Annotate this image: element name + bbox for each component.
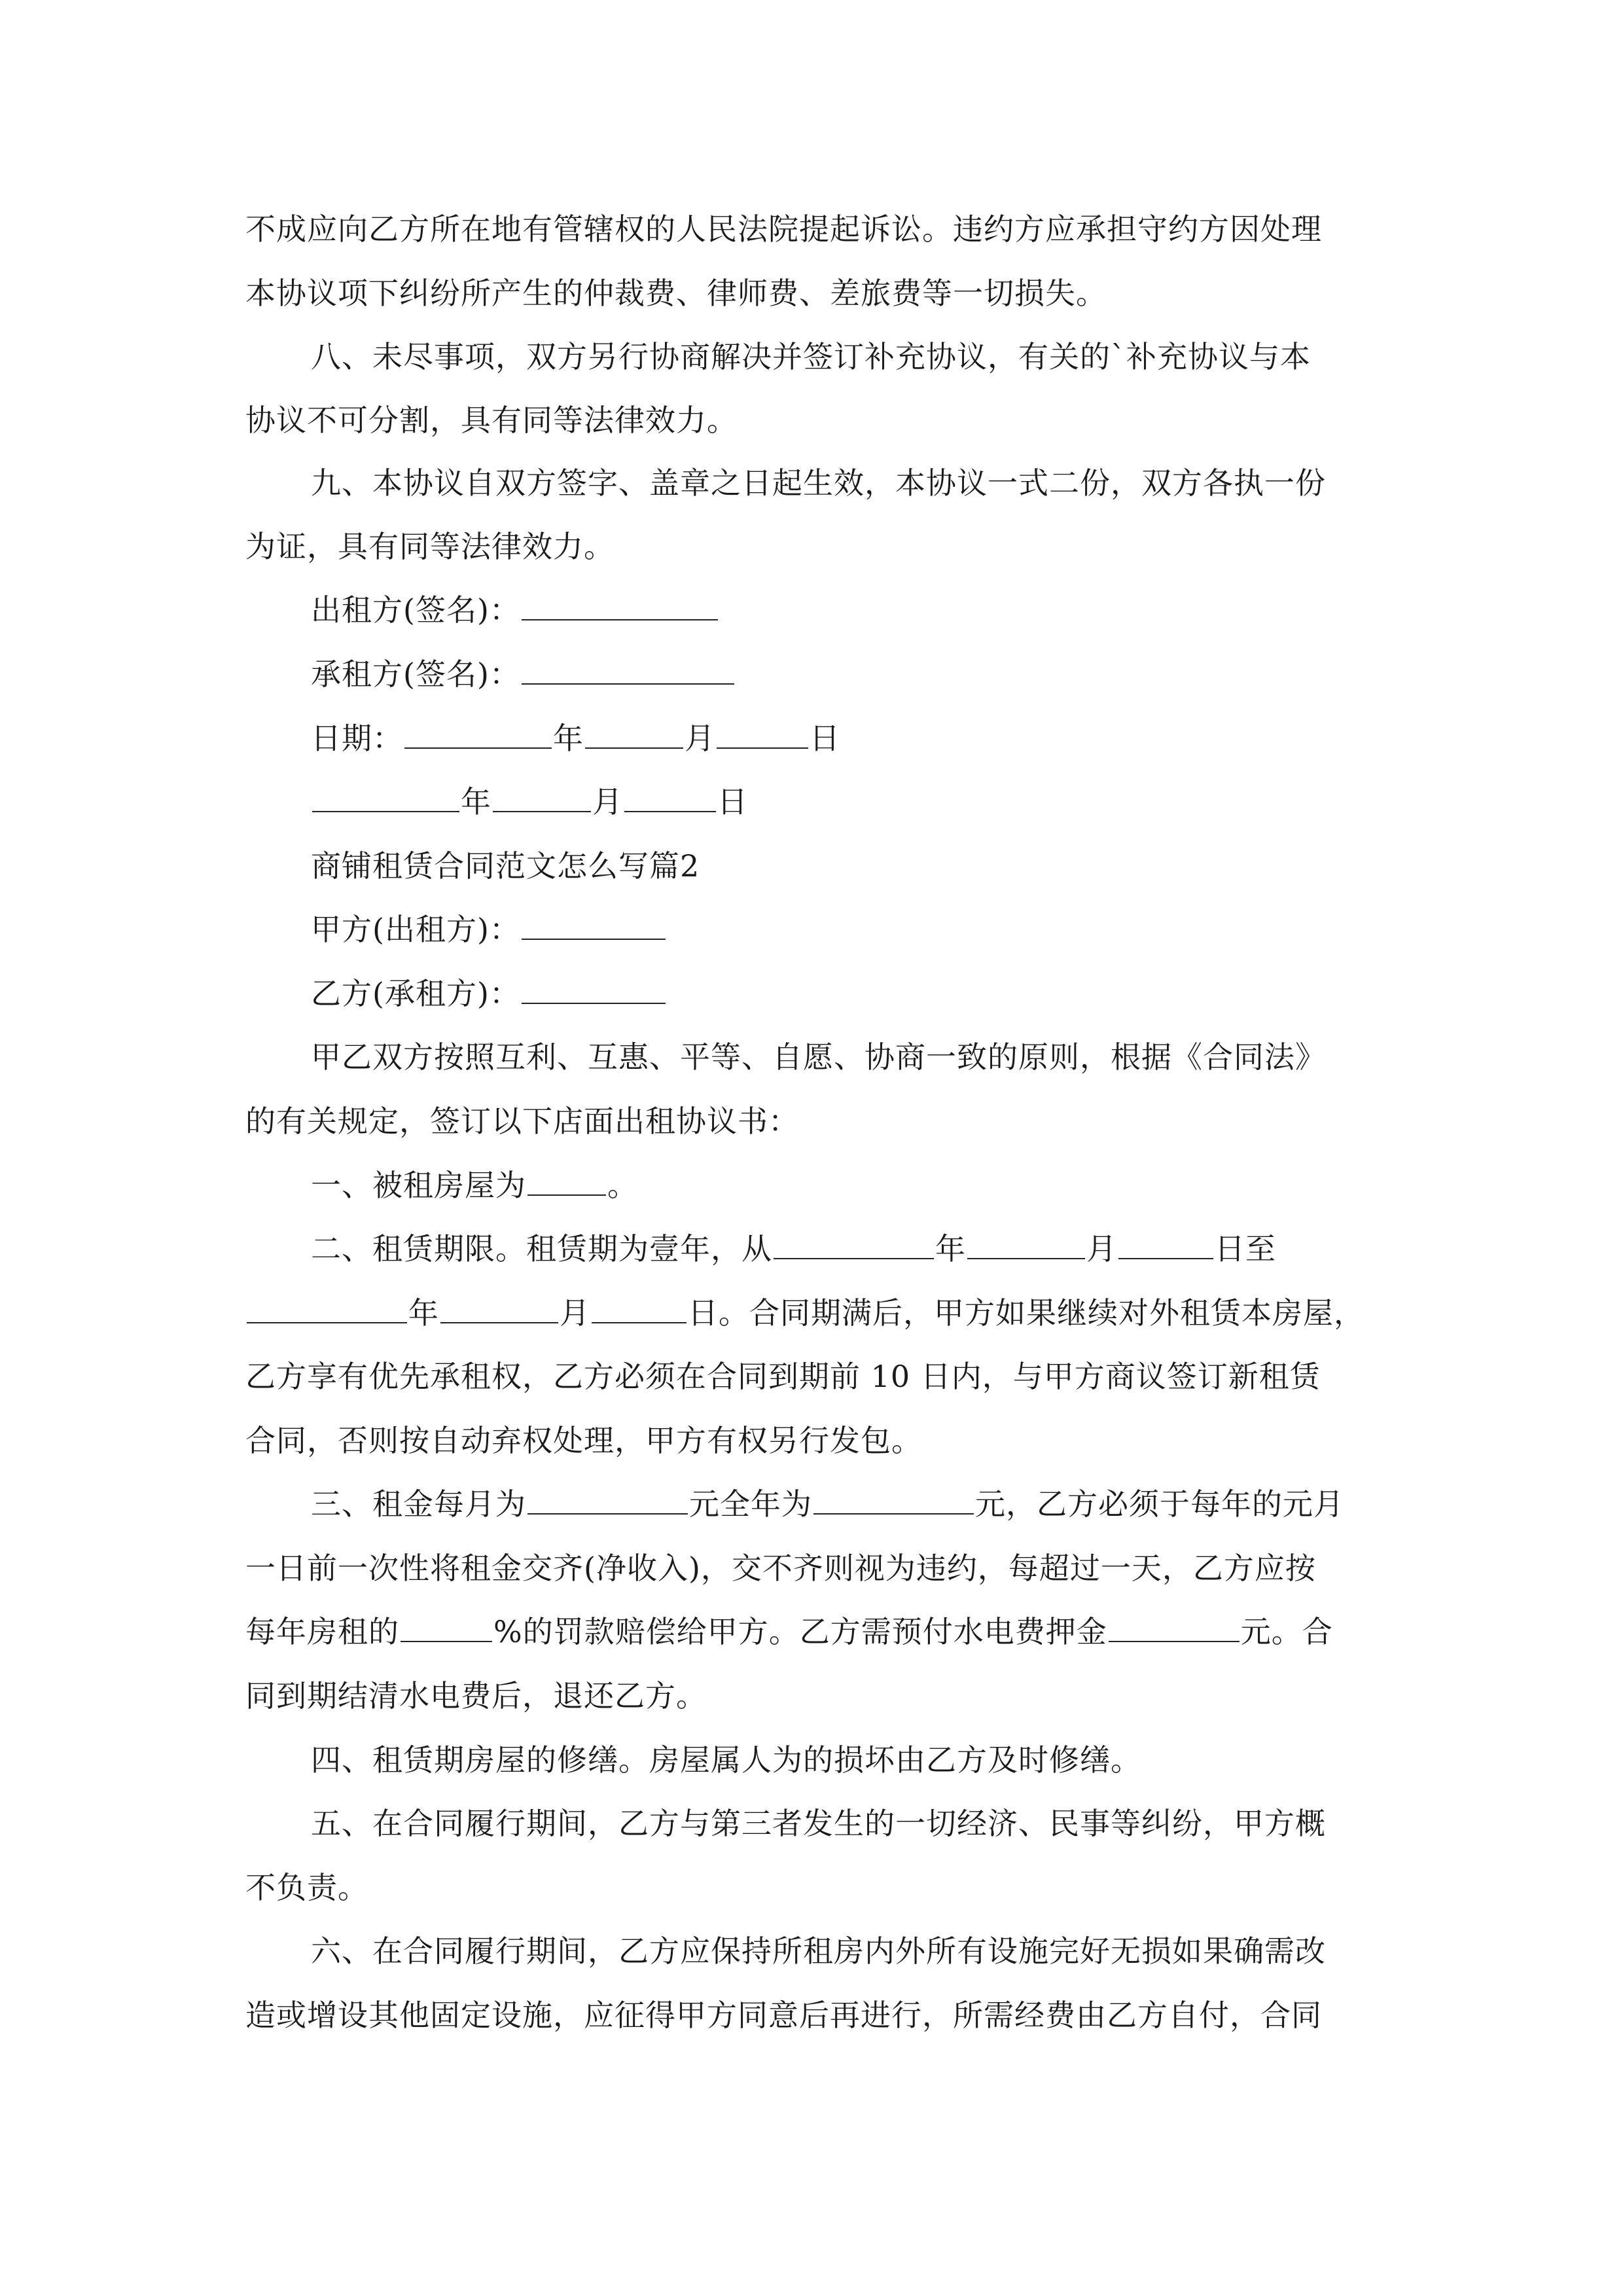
section-title: 商铺租赁合同范文怎么写篇2 [311,848,700,884]
date-year-blank[interactable] [404,721,552,749]
date-label: 日期： [311,721,403,756]
year-label: 年 [408,1295,439,1331]
party-b-blank[interactable] [522,977,666,1004]
text-line: 协议不可分割，具有同等法律效力。 [245,403,738,438]
clause-3-line3-prefix: 每年房租的 [245,1614,399,1649]
month-label: 月 [1086,1231,1117,1266]
text-line: 为证，具有同等法律效力。 [245,529,615,564]
clause-5-line: 不负责。 [245,1870,368,1905]
clause-2-line-4: 合同，否则按自动弃权处理，甲方有权另行发包。 [245,1423,922,1458]
clause-1-prefix: 一、被租房屋为 [311,1168,526,1203]
date2-day-blank[interactable] [624,785,716,812]
start-year-blank[interactable] [774,1232,934,1259]
year-label: 年 [935,1231,966,1266]
clause-2-day-to: 日至 [1215,1231,1276,1266]
date-line [311,719,840,758]
clause-5-line: 五、在合同履行期间，乙方与第三者发生的一切经济、民事等纠纷，甲方概 [311,1806,1326,1841]
clause-4: 四、租赁期房屋的修缮。房屋属人为的损坏由乙方及时修缮。 [311,1742,1141,1778]
clause-3-prefix: 三、租金每月为 [311,1486,526,1522]
lessee-signature-line [311,655,736,694]
start-month-blank[interactable] [967,1232,1085,1259]
text-line: 八、未尽事项，双方另行协商解决并签订补充协议，有关的`补充协议与本 [311,339,1311,374]
year-label: 年 [553,721,584,756]
clause-2-rest: 日。合同期满后，甲方如果继续对外租赁本房屋， [688,1295,1364,1331]
start-day-blank[interactable] [1118,1232,1213,1259]
clause-2-prefix: 二、租赁期限。租赁期为壹年，从 [311,1231,772,1266]
intro-line: 甲乙双方按照互利、互惠、平等、自愿、协商一致的原则，根据《合同法》 [311,1039,1326,1075]
clause-2-line-1 [311,1229,1276,1268]
party-a-label: 甲方(出租方)： [311,912,520,947]
lessee-signature-blank[interactable] [522,657,734,685]
monthly-rent-blank[interactable] [527,1487,688,1515]
end-month-blank[interactable] [440,1296,558,1323]
date-month-blank[interactable] [585,721,683,749]
party-a-line [311,910,667,949]
party-b-label: 乙方(承租方)： [311,976,520,1011]
month-label: 月 [560,1295,590,1331]
clause-3-line3-suffix: 元。合 [1240,1614,1333,1649]
end-day-blank[interactable] [592,1296,687,1323]
clause-3-line-2: 一日前一次性将租金交齐(净收入)，交不齐则视为违约，每超过一天，乙方应按 [245,1551,1316,1586]
clause-3-mid: 元全年为 [689,1486,812,1522]
day-label: 日 [810,721,840,756]
clause-3-line-1 [311,1484,1344,1524]
month-label: 月 [592,784,623,819]
lessor-signature-blank[interactable] [522,593,718,620]
day-label: 日 [717,784,748,819]
clause-1-suffix: 。 [607,1168,638,1203]
date-day-blank[interactable] [717,721,808,749]
clause-2-line-2 [245,1293,1364,1333]
party-a-blank[interactable] [522,912,666,940]
intro-line: 的有关规定，签订以下店面出租协议书： [245,1103,799,1139]
clause-6-line: 六、在合同履行期间，乙方应保持所租房内外所有设施完好无损如果确需改 [311,1933,1326,1969]
premises-blank[interactable] [527,1168,606,1196]
deposit-blank[interactable] [1109,1615,1240,1642]
annual-rent-blank[interactable] [813,1487,974,1515]
date2-year-blank[interactable] [312,785,459,812]
year-label: 年 [461,784,491,819]
clause-1 [311,1166,638,1205]
month-label: 月 [685,721,715,756]
clause-3-line-4: 同到期结清水电费后，退还乙方。 [245,1678,707,1713]
date2-month-blank[interactable] [493,785,591,812]
clause-3-line3-mid: %的罚款赔偿给甲方。乙方需预付水电费押金 [493,1614,1107,1649]
clause-3-suffix: 元，乙方必须于每年的元月 [975,1486,1344,1522]
date-line-2 [311,782,748,821]
penalty-percent-blank[interactable] [401,1615,492,1642]
clause-6-line: 造或增设其他固定设施，应征得甲方同意后再进行，所需经费由乙方自付，合同 [245,1998,1322,2033]
text-line: 本协议项下纠纷所产生的仲裁费、律师费、差旅费等一切损失。 [245,276,1107,311]
clause-3-line-3 [245,1612,1333,1651]
lessor-signature-label: 出租方(签名)： [311,592,520,628]
lessee-signature-label: 承租方(签名)： [311,656,520,692]
end-year-blank[interactable] [247,1296,407,1323]
text-line: 不成应向乙方所在地有管辖权的人民法院提起诉讼。违约方应承担守约方因处理 [245,211,1322,247]
clause-2-line-3: 乙方享有优先承租权，乙方必须在合同到期前 10 日内，与甲方商议签订新租赁 [245,1359,1321,1394]
text-line: 九、本协议自双方签字、盖章之日起生效，本协议一式二份，双方各执一份 [311,465,1326,501]
party-b-line [311,974,667,1013]
lessor-signature-line [311,590,719,630]
